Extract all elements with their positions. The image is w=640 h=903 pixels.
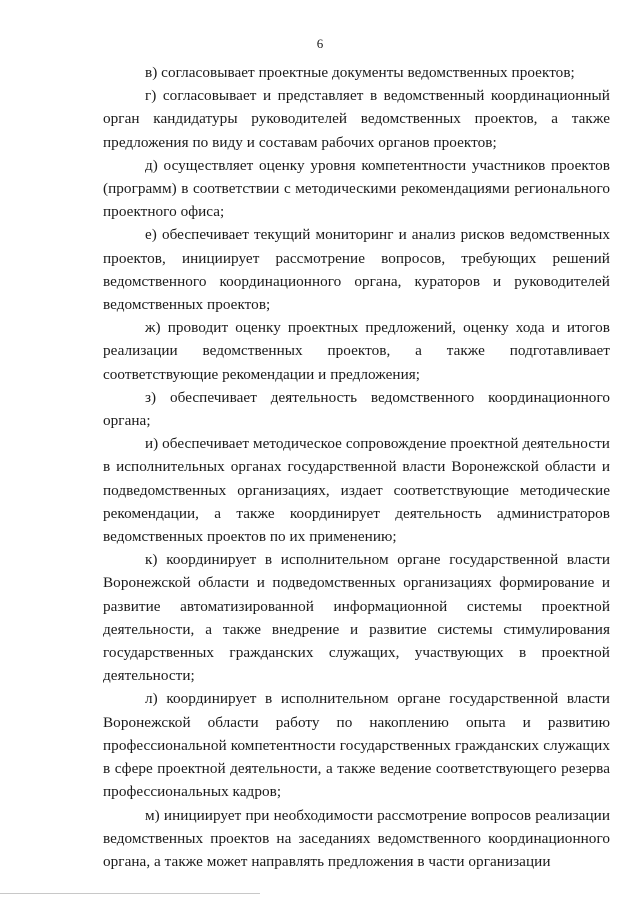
paragraph-k: к) координирует в исполнительном органе государственной власти Воронежской области и подведомственных организациях формирование и развитие автоматизированной информационной системы проектной деятельности, а также внедрение и развитие системы стимулирования государственных гражданских служащих, участвующих в проектной деятельности; — [103, 551, 610, 685]
paragraph-l: л) координирует в исполнительном органе государственной власти Воронежской области работу по накоплению опыта и развитию профессиональной компетентности государственных гражданских служащих в сфере проектной деятельности, а также ведение соответствующего резерва профессиональных кадров; — [103, 690, 610, 801]
footer-divider — [0, 893, 260, 894]
document-body — [103, 61, 610, 873]
paragraph-m: м) инициирует при необходимости рассмотрение вопросов реализации ведомственных проектов на заседаниях ведомственного координационного органа, а также может направлять предложения в части организации — [103, 806, 610, 870]
paragraph-z: з) обеспечивает деятельность ведомственного координационного органа; — [103, 388, 610, 430]
paragraph-e: е) обеспечивает текущий мониторинг и анализ рисков ведомственных проектов, инициирует рассмотрение вопросов, требующих решений ведомственного координационного органа, кураторов и руководителей ведомственных проектов; — [103, 226, 610, 314]
paragraph-v: в) согласовывает проектные документы ведомственных проектов; — [145, 64, 575, 81]
page-number: 6 — [316, 36, 324, 51]
paragraph-zh: ж) проводит оценку проектных предложений, оценку хода и итогов реализации ведомственных проектов, а также подготавливает соответствующие рекомендации и предложения; — [103, 319, 610, 383]
paragraph-i: и) обеспечивает методическое сопровождение проектной деятельности в исполнительных органах государственной власти Воронежской области и подведомственных организациях, издает соответствующие методические рекомендации, а также координирует деятельность администраторов ведомственных проектов по их применению; — [103, 435, 610, 546]
paragraph-d: д) осуществляет оценку уровня компетентности участников проектов (программ) в соответствии с методическими рекомендациями регионального проектного офиса; — [103, 156, 610, 221]
paragraph-g: г) согласовывает и представляет в ведомственный координационный орган кандидатуры руководителей ведомственных проектов, а также предложения по виду и составам рабочих органов проектов; — [103, 87, 610, 151]
